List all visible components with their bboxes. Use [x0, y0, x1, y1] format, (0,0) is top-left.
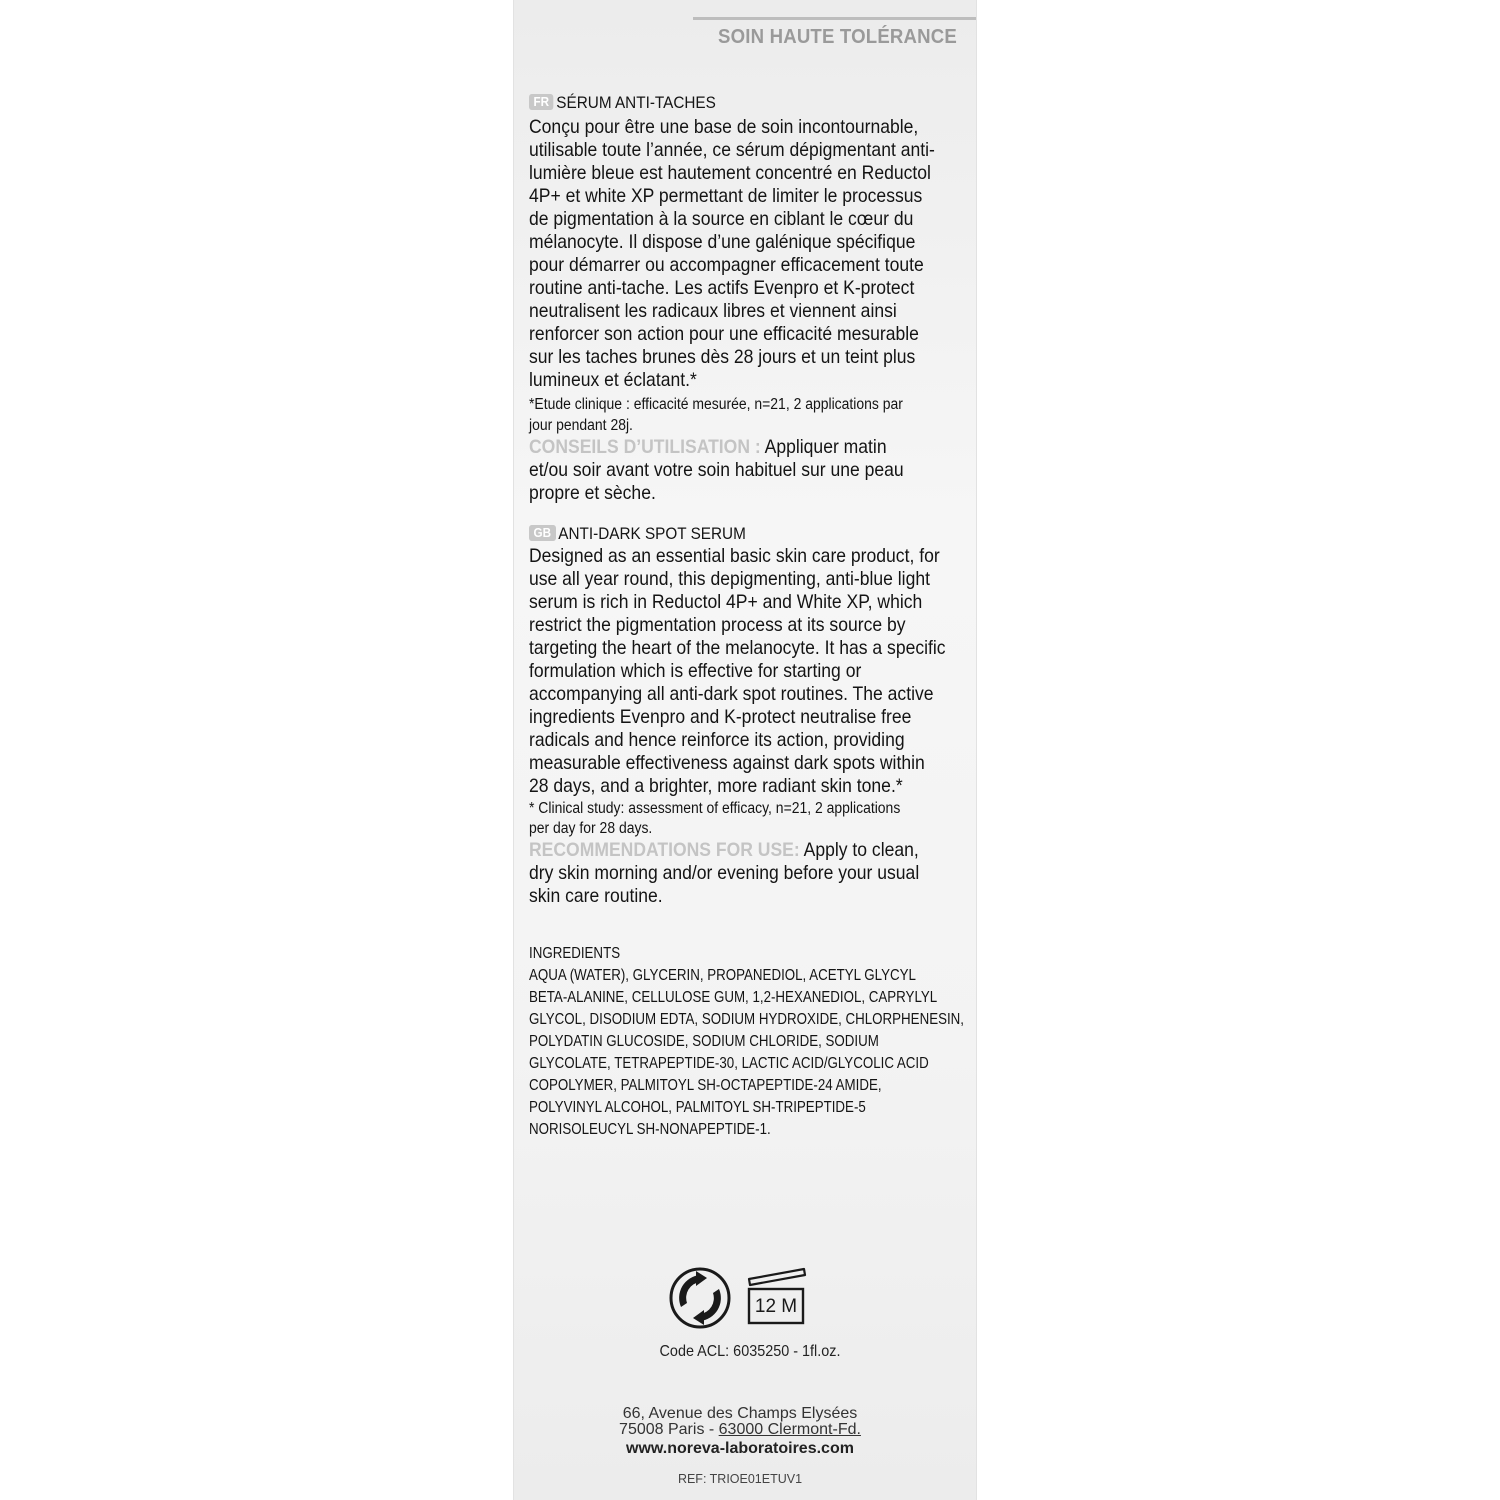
ingredients-line: NORISOLEUCYL SH-NONAPEPTIDE-1. — [529, 1121, 771, 1138]
fr-body-line: mélanocyte. Il dispose d’une galénique spécifique — [529, 231, 916, 253]
gb-title: ANTI-DARK SPOT SERUM — [558, 524, 746, 543]
gb-footnote — [529, 799, 952, 839]
address-street: 66, Avenue des Champs Elysées — [622, 1405, 858, 1422]
fr-body — [529, 116, 952, 392]
gb-usage-first: Apply to clean, — [799, 839, 919, 861]
gb-body-line: formulation which is effective for starting or — [529, 660, 862, 682]
address-city — [540, 1422, 940, 1438]
fr-body-line: lumineux et éclatant.* — [529, 369, 697, 391]
gb-body-line: 28 days, and a brighter, more radiant skin tone.* — [529, 775, 903, 797]
fr-body-line: lumière bleue est hautement concentré en Reductol — [529, 162, 931, 184]
fr-badge: FR — [529, 94, 554, 110]
gb-body-line: targeting the heart of the melanocyte. It has a specific — [529, 637, 946, 659]
fr-body-line: routine anti-tache. Les actifs Evenpro et K-protect — [529, 277, 915, 299]
fr-title-line — [529, 92, 952, 114]
ingredients-line: GLYCOL, DISODIUM EDTA, SODIUM HYDROXIDE, CHLORPHENESIN, — [529, 1011, 965, 1028]
fr-section — [529, 92, 952, 505]
fr-usage-line: propre et sèche. — [529, 482, 656, 504]
gb-note-line: * Clinical study: assessment of efficacy, n=21, 2 applications — [529, 800, 901, 817]
fr-body-line: neutralisent les radicaux libres et viennent ainsi — [529, 300, 897, 322]
gb-body-line: restrict the pigmentation process at its source by — [529, 614, 906, 636]
top-rule — [693, 17, 976, 20]
address-city-clermont: 63000 Clermont-Fd. — [718, 1421, 861, 1438]
fr-usage — [529, 436, 952, 505]
fr-body-line: renforcer son action pour une efficacité mesurable — [529, 323, 919, 345]
ingredients-section — [529, 943, 965, 1141]
gb-body-line: accompanying all anti-dark spot routines. The active — [529, 683, 934, 705]
fr-usage-line: et/ou soir avant votre soin habituel sur une peau — [529, 459, 904, 481]
fr-usage-label: CONSEILS D’UTILISATION : — [529, 436, 761, 458]
recycling-icon — [669, 1267, 731, 1334]
ingredients-title: INGREDIENTS — [529, 945, 621, 962]
ingredients-line: POLYDATIN GLUCOSIDE, SODIUM CHLORIDE, SODIUM — [529, 1033, 879, 1050]
address-city-paris: 75008 Paris - — [619, 1421, 719, 1438]
ingredients-line: GLYCOLATE, TETRAPEPTIDE-30, LACTIC ACID/GLYCOLIC ACID — [529, 1055, 929, 1072]
fr-body-line: pour démarrer ou accompagner efficacement toute — [529, 254, 924, 276]
ingredients-line: AQUA (WATER), GLYCERIN, PROPANEDIOL, ACETYL GLYCYL — [529, 967, 916, 984]
fr-body-line: sur les taches brunes dès 28 jours et un teint plus — [529, 346, 916, 368]
fr-note-line: jour pendant 28j. — [529, 417, 633, 434]
ingredients-line: POLYVINYL ALCOHOL, PALMITOYL SH-TRIPEPTIDE-5 — [529, 1099, 866, 1116]
header-title: SOIN HAUTE TOLÉRANCE — [718, 26, 957, 48]
website-link[interactable]: www.noreva-laboratoires.com — [626, 1440, 854, 1457]
gb-body-line: measurable effectiveness against dark spots within — [529, 752, 925, 774]
ref-code: REF: TRIOE01ETUV1 — [677, 1472, 803, 1486]
fr-usage-line — [529, 436, 952, 459]
gb-body-line: use all year round, this depigmenting, anti-blue light — [529, 568, 930, 590]
gb-body-line: Designed as an essential basic skin care product, for — [529, 545, 940, 567]
address-block — [540, 1406, 940, 1457]
code-acl: Code ACL: 6035250 - 1fl.oz. — [659, 1343, 841, 1360]
fr-usage-first: Appliquer matin — [760, 436, 887, 458]
gb-usage-label: RECOMMENDATIONS FOR USE: — [529, 839, 800, 861]
gb-body-line: serum is rich in Reductol 4P+ and White XP, which — [529, 591, 923, 613]
fr-footnote — [529, 394, 952, 436]
fr-body-line: de pigmentation à la source en ciblant le cœur du — [529, 208, 914, 230]
gb-section — [529, 523, 952, 908]
gb-badge: GB — [529, 525, 556, 541]
fr-note-line: *Etude clinique : efficacité mesurée, n=21, 2 applications par — [529, 396, 903, 413]
ingredients-line: COPOLYMER, PALMITOYL SH-OCTAPEPTIDE-24 AMIDE, — [529, 1077, 882, 1094]
fr-title: SÉRUM ANTI-TACHES — [556, 93, 716, 112]
fr-body-line: Conçu pour être une base de soin incontournable, — [529, 116, 919, 138]
gb-body-line: ingredients Evenpro and K-protect neutralise free — [529, 706, 912, 728]
pao-label: 12 M — [754, 1296, 798, 1317]
gb-usage — [529, 839, 952, 908]
fr-body-line: 4P+ et white XP permettant de limiter le processus — [529, 185, 923, 207]
gb-usage-line: skin care routine. — [529, 885, 663, 907]
ingredients-line: BETA-ALANINE, CELLULOSE GUM, 1,2-HEXANEDIOL, CAPRYLYL — [529, 989, 938, 1006]
fr-body-line: utilisable toute l’année, ce sérum dépigmentant anti- — [529, 139, 935, 161]
gb-usage-line: dry skin morning and/or evening before your usual — [529, 862, 920, 884]
gb-note-line: per day for 28 days. — [529, 820, 653, 837]
gb-usage-line — [529, 839, 952, 862]
gb-body-line: radicals and hence reinforce its action, providing — [529, 729, 905, 751]
gb-body — [529, 545, 952, 798]
gb-title-line — [529, 523, 952, 545]
